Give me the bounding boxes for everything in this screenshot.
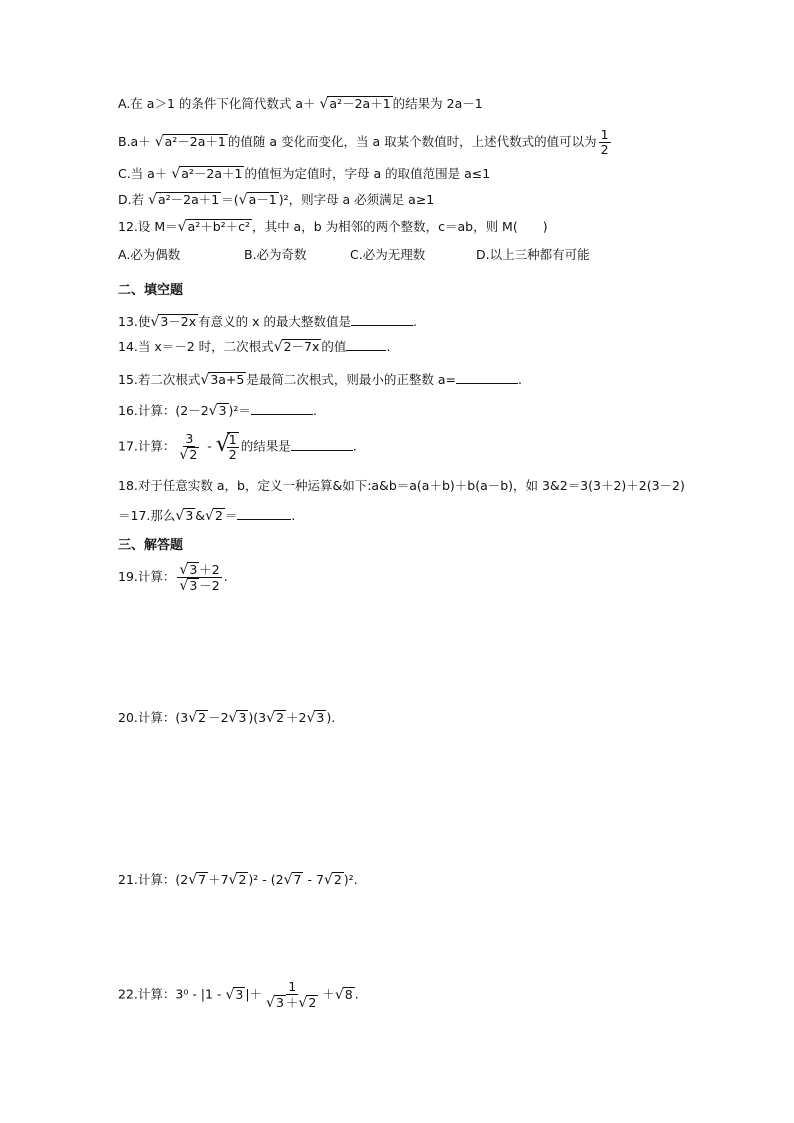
q18-radicand1: 3 (185, 508, 194, 523)
q22-den-r1: 3 (275, 995, 284, 1010)
radical-sign: √ (283, 872, 293, 888)
q17-answer-blank[interactable] (291, 438, 353, 451)
q21-end: )². (343, 872, 358, 887)
q11-d-radicand: a²－2a＋1 (158, 192, 220, 207)
q20-text1: 20.计算：(3 (118, 710, 189, 725)
q14-radicand: 2－7x (283, 339, 320, 354)
q13-text1: 13.使 (118, 314, 151, 329)
q19-text1: 19.计算： (118, 569, 176, 584)
radical-sign: √ (175, 508, 185, 524)
q12-option-c: C.必为无理数 (350, 247, 426, 262)
q19-end: . (223, 569, 228, 584)
q11-a-text1: A.在 a＞1 的条件下化简代数式 a＋ (118, 96, 320, 111)
q20-m2: )(3 (248, 710, 267, 725)
q11-d-text3: )²，则字母 a 必须满足 a≥1 (278, 192, 435, 207)
q14 (118, 338, 390, 355)
frac-denominator (177, 447, 201, 462)
q20 (118, 710, 335, 726)
q22-text1: 22.计算：3⁰ - |1 - (118, 986, 226, 1002)
q17-den-radicand: 2 (189, 447, 198, 462)
radical-sign: √ (179, 447, 189, 463)
q11-b-radicand: a²－2a＋1 (164, 134, 226, 149)
q18-radicand2: 2 (214, 508, 223, 523)
q21-m1: ＋7 (208, 872, 229, 887)
radical-sign: √ (171, 166, 181, 182)
q18-answer-blank[interactable] (237, 507, 291, 520)
q16-answer-blank[interactable] (251, 402, 313, 415)
q22-m1: |＋ (245, 986, 263, 1002)
q20-r4: 3 (316, 710, 325, 725)
radical-sign: √ (306, 710, 316, 726)
radical-sign: √ (154, 134, 164, 150)
q12-option-d: D.以上三种都有可能 (476, 247, 590, 262)
q18-text2: ＝17.那么 (118, 508, 176, 523)
q15-text1: 15.若二次根式 (118, 372, 201, 387)
section-title-fill-in: 二、填空题 (118, 283, 184, 298)
q13-radicand: 3－2x (160, 314, 197, 329)
radical-sign: √ (266, 710, 276, 726)
q11-d-text1: D.若 (118, 192, 149, 207)
radical-sign: √ (179, 562, 189, 578)
q11-a-radicand: a²－2a＋1 (329, 96, 391, 111)
q11-d-radicand2: a－1 (248, 192, 277, 207)
frac-denominator: 2 (228, 447, 237, 462)
q22-r1: 3 (235, 986, 244, 1002)
q12-radicand: a²＋b²＋c² (187, 219, 251, 234)
q14-end: . (386, 339, 391, 354)
q18-text3: ＝ (224, 508, 238, 523)
frac-denominator: 2 (600, 142, 609, 157)
q12-option-a: A.必为偶数 (118, 247, 181, 262)
q17-text1: 17.计算： (118, 438, 176, 454)
q15-answer-blank[interactable] (456, 371, 518, 384)
q20-r3: 2 (276, 710, 285, 725)
radical-sign: √ (319, 96, 329, 112)
frac-numerator: 1 (228, 432, 237, 447)
radical-sign: √ (200, 372, 210, 388)
radical-sign: √ (228, 710, 238, 726)
q22-end: . (354, 986, 359, 1002)
q22-r2: 8 (344, 986, 353, 1002)
q16-text2: )²＝ (228, 403, 251, 418)
q19-num-rest: ＋2 (199, 562, 220, 577)
q17-end: . (352, 438, 357, 454)
q11-c-radicand: a²－2a＋1 (181, 166, 243, 181)
q19-fraction (177, 562, 221, 593)
q16 (118, 402, 317, 419)
q17-minus: - (203, 438, 216, 454)
q13-end: . (412, 314, 417, 329)
q19-den-radicand: 3 (189, 578, 198, 593)
radical-sign: √ (238, 192, 248, 208)
q22-den-plus: ＋ (285, 995, 299, 1010)
q21 (118, 872, 358, 888)
radical-sign: √ (148, 192, 157, 208)
q11-b-fraction (599, 128, 611, 157)
radical-sign: √ (228, 872, 238, 888)
q11-option-c (118, 166, 490, 182)
q12-text1: 12.设 M＝ (118, 219, 178, 234)
q14-text1: 14.当 x＝－2 时，二次根式 (118, 339, 274, 354)
q22 (118, 980, 359, 1010)
radical-sign: √ (266, 995, 275, 1011)
q15 (118, 371, 522, 388)
q12-text2: ，其中 a，b 为相邻的两个整数，c＝ab，则 M( ) (252, 219, 548, 234)
q11-c-text2: 的值恒为定值时，字母 a 的取值范围是 a≤1 (244, 166, 491, 181)
q11-a-text2: 的结果为 2a－1 (392, 96, 483, 111)
q18-line2 (118, 507, 295, 524)
radical-sign: √ (323, 872, 333, 888)
q20-m3: ＋2 (286, 710, 307, 725)
q11-b-text1: B.a＋ (118, 134, 155, 149)
radical-sign: √ (208, 403, 218, 419)
radical-sign: √ (334, 986, 344, 1003)
q14-text2: 的值 (321, 339, 347, 354)
radical-sign: √ (188, 710, 198, 726)
q19 (118, 562, 228, 593)
q21-m3: - 7 (303, 872, 324, 887)
q12-options (118, 247, 590, 263)
q18-line1: 18.对于任意实数 a，b，定义一种运算&如下:a&b＝a(a＋b)＋b(a－b)，如 3&2＝3(3＋2)＋2(3－2) (118, 478, 685, 493)
q15-radicand: 3a+5 (210, 372, 245, 387)
radical-sign: √ (298, 995, 308, 1011)
q11-b-text2: 的值随 a 变化而变化，当 a 取某个数值时，上述代数式的值可以为 (227, 134, 597, 149)
q20-m1: －2 (208, 710, 229, 725)
frac-denominator (177, 578, 221, 593)
frac-numerator: 1 (600, 127, 609, 142)
q21-r1: 7 (198, 872, 207, 887)
q22-fraction (264, 980, 320, 1010)
q16-radicand: 3 (218, 403, 227, 418)
radical-sign: √ (150, 314, 160, 330)
frac-denominator (264, 995, 320, 1010)
radical-sign: √ (225, 986, 235, 1003)
q16-text1: 16.计算：(2－2 (118, 403, 209, 418)
q13-answer-blank[interactable] (351, 313, 413, 326)
q22-den-r2: 2 (308, 995, 317, 1010)
q12-stem (118, 219, 548, 235)
q21-r2: 2 (238, 872, 247, 887)
q20-r1: 2 (198, 710, 207, 725)
q17-fraction2 (227, 432, 239, 462)
q13-text2: 有意义的 x 的最大整数值是 (198, 314, 351, 329)
radical-sign: √ (179, 578, 189, 594)
radical-sign: √ (188, 872, 198, 888)
frac-numerator: 1 (288, 979, 297, 994)
radical-sign: √ (273, 339, 283, 355)
frac-numerator (177, 562, 221, 578)
q20-end: ). (326, 710, 336, 725)
q21-m2: )² - (2 (248, 872, 284, 887)
q14-answer-blank[interactable] (346, 338, 386, 351)
q21-text1: 21.计算：(2 (118, 872, 189, 887)
q18-amp: & (195, 508, 206, 523)
q15-text2: 是最简二次根式，则最小的正整数 a= (246, 372, 456, 387)
q19-num-radicand: 3 (189, 562, 198, 577)
section-title-solve: 三、解答题 (118, 538, 184, 553)
q22-m2: ＋ (322, 986, 335, 1002)
q11-option-b (118, 128, 613, 157)
q16-end: . (312, 403, 317, 418)
q21-r4: 2 (333, 872, 342, 887)
q17-fraction1 (177, 432, 201, 462)
q11-option-a (118, 96, 483, 112)
radical-sign: √ (177, 219, 187, 235)
radical-sign: √ (215, 431, 230, 457)
q11-option-d (118, 192, 434, 208)
q11-c-text1: C.当 a＋ (118, 166, 172, 181)
q12-option-b: B.必为奇数 (244, 247, 307, 262)
q15-end: . (517, 372, 522, 387)
q18-end: . (291, 508, 296, 523)
q21-r3: 7 (293, 872, 302, 887)
radical-sign: √ (205, 508, 214, 524)
q11-d-text2: ＝( (221, 192, 239, 207)
frac-numerator: 3 (185, 431, 194, 446)
q17 (118, 432, 357, 462)
q19-den-rest: －2 (199, 578, 220, 593)
q13 (118, 313, 417, 330)
q17-text2: 的结果是 (240, 438, 291, 454)
q20-r2: 3 (238, 710, 247, 725)
